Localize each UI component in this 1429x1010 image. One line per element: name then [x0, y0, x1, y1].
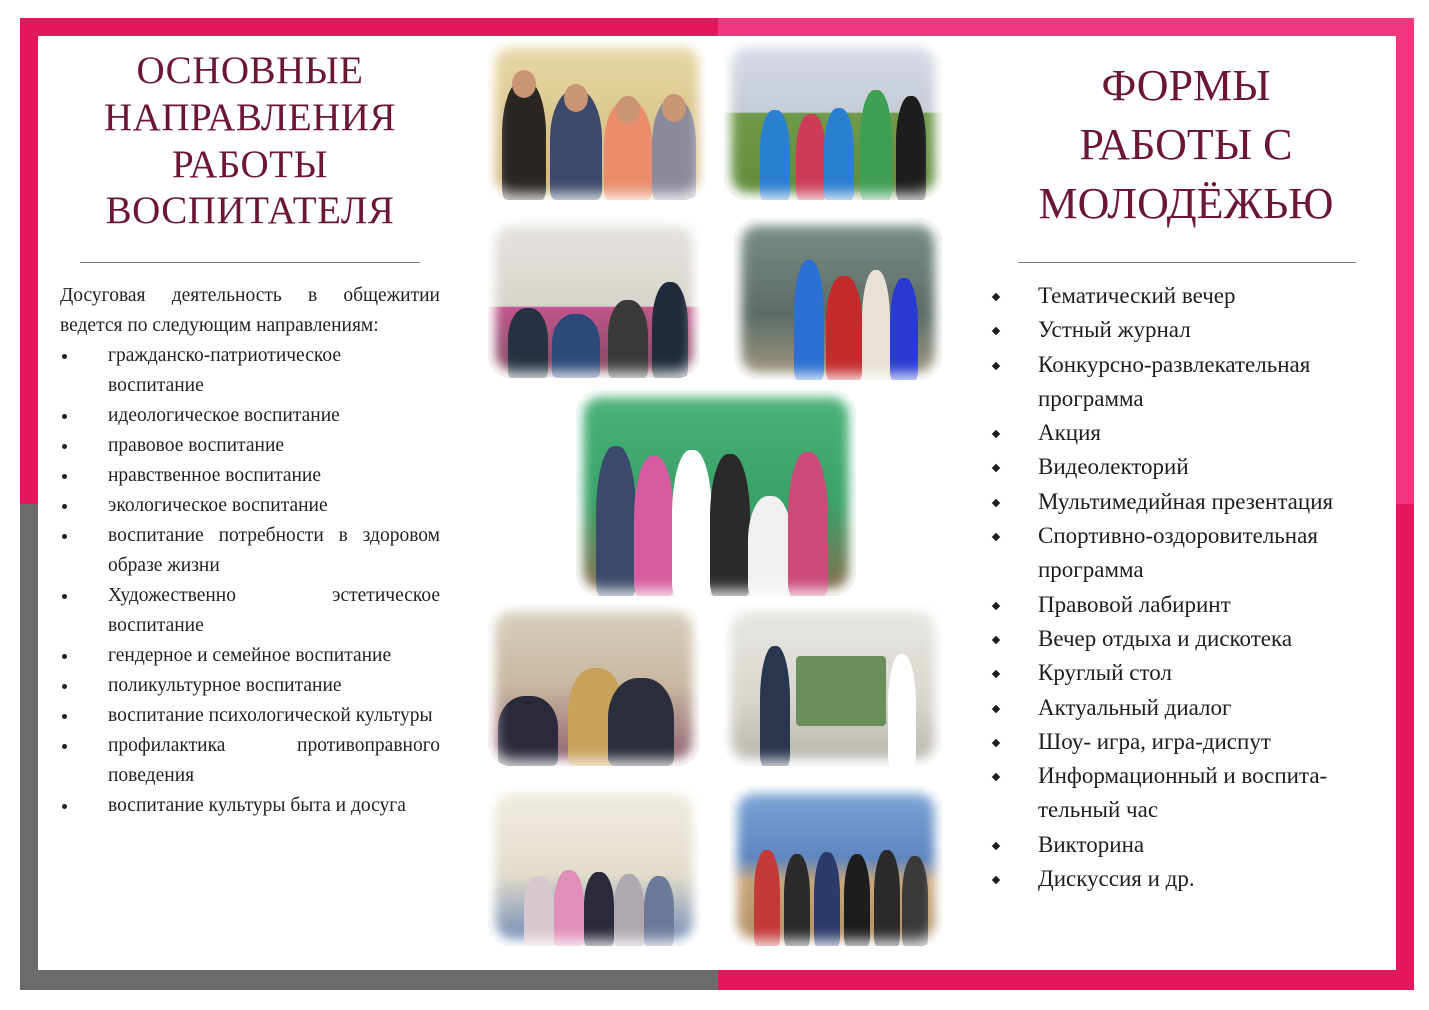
bullet-diamond-icon — [992, 704, 1000, 712]
left-intro: Досуговая деятельность в общежитии ведется по следующим направлениям: — [60, 285, 440, 337]
form-item — [990, 656, 1390, 690]
form-item-text: Тематический вечер — [1038, 283, 1236, 308]
bullet-dot-icon — [62, 444, 67, 449]
direction-item — [60, 791, 440, 821]
bullet-dot-icon — [62, 504, 67, 509]
bullet-dot-icon — [62, 534, 67, 539]
direction-item — [60, 581, 440, 641]
bullet-diamond-icon — [992, 499, 1000, 507]
frame-top-left — [20, 18, 718, 36]
photo-large-group — [576, 390, 856, 596]
frame-top-right — [718, 18, 1414, 36]
direction-item-text: поликультурное воспитание — [108, 675, 342, 697]
direction-item-text: идеологическое воспитание — [108, 405, 340, 427]
bullet-dot-icon — [62, 354, 67, 359]
bullet-diamond-icon — [992, 601, 1000, 609]
directions-list — [60, 341, 440, 821]
bullet-dot-icon — [62, 474, 67, 479]
left-title-line: ВОСПИТАТЕЛЯ — [105, 189, 395, 233]
form-item — [990, 313, 1390, 347]
bullet-dot-icon — [62, 654, 67, 659]
bullet-diamond-icon — [992, 361, 1000, 369]
direction-item — [60, 461, 440, 491]
left-title — [60, 48, 440, 235]
form-item-text: Мультимедийная презентация — [1038, 488, 1334, 514]
left-title-line: НАПРАВЛЕНИЯ — [103, 95, 396, 139]
form-item — [990, 828, 1390, 862]
form-item — [990, 519, 1390, 588]
form-item — [990, 691, 1390, 725]
direction-item — [60, 731, 440, 791]
direction-item — [60, 521, 440, 581]
form-item — [990, 348, 1390, 417]
direction-item-text: нравственное воспитание — [108, 465, 322, 487]
form-item-text: Вечер отдыха и дискотека — [1038, 625, 1293, 651]
bullet-dot-icon — [62, 594, 67, 599]
left-column — [60, 48, 440, 821]
direction-item — [60, 671, 440, 701]
bullet-dot-icon — [62, 684, 67, 689]
forms-list — [990, 279, 1390, 896]
bullet-diamond-icon — [992, 293, 1000, 301]
left-title-line: РАБОТЫ — [172, 142, 328, 186]
direction-item-text: правовое воспитание — [108, 435, 285, 457]
frame-right-bottom — [1396, 504, 1414, 990]
bullet-diamond-icon — [992, 876, 1000, 884]
frame-left-top — [20, 18, 38, 504]
photo-classroom-event — [488, 218, 700, 378]
bullet-diamond-icon — [992, 430, 1000, 438]
form-item-text: Шоу- игра, игра-диспут — [1038, 728, 1271, 754]
form-item-text: Устный журнал — [1038, 317, 1191, 343]
right-title-line: ФОРМЫ — [1101, 61, 1271, 110]
direction-item — [60, 431, 440, 461]
direction-item-text: воспитание психологической культуры — [108, 705, 433, 727]
direction-item — [60, 401, 440, 431]
photo-checkers-game — [488, 604, 700, 766]
right-title — [990, 56, 1382, 233]
form-item-text: Актуальный диалог — [1038, 694, 1232, 720]
bullet-diamond-icon — [992, 636, 1000, 644]
photo-outdoor-group — [724, 40, 942, 200]
bullet-diamond-icon — [992, 739, 1000, 747]
direction-item-text: экологическое воспитание — [108, 495, 328, 517]
direction-item — [60, 341, 440, 401]
right-title-line: РАБОТЫ С — [1079, 120, 1293, 169]
form-item — [990, 485, 1390, 519]
direction-item-text: гендерное и семейное воспитание — [108, 645, 392, 667]
frame-right-top — [1396, 18, 1414, 504]
form-item-text: Видеолекторий — [1038, 454, 1189, 480]
direction-item-text: профилактика противоправного поведения — [108, 735, 440, 787]
bullet-diamond-icon — [992, 842, 1000, 850]
form-item — [990, 622, 1390, 656]
frame-left-bottom — [20, 504, 38, 990]
form-item-text: Спортивно-оздоровительная программа — [1038, 523, 1318, 583]
right-column — [990, 56, 1390, 896]
form-item-text: Викторина — [1038, 831, 1145, 857]
form-item — [990, 759, 1390, 828]
left-divider — [80, 262, 420, 263]
form-item — [990, 416, 1390, 450]
bullet-dot-icon — [62, 744, 67, 749]
form-item-text: Круглый стол — [1038, 660, 1172, 686]
form-item-text: Акция — [1038, 420, 1101, 446]
form-item — [990, 725, 1390, 759]
photo-new-year-party — [734, 218, 942, 380]
bullet-dot-icon — [62, 804, 67, 809]
form-item-text: Конкурсно-развлекательная программа — [1038, 351, 1311, 411]
photo-gym-group — [730, 786, 942, 946]
bullet-diamond-icon — [992, 670, 1000, 678]
bullet-diamond-icon — [992, 533, 1000, 541]
form-item-text: Информационный и воспита-тельный час — [1038, 763, 1328, 823]
form-item — [990, 279, 1390, 313]
direction-item — [60, 491, 440, 521]
bullet-dot-icon — [62, 414, 67, 419]
direction-item-text: гражданско-патриотическое воспитание — [108, 345, 341, 397]
direction-item-text: воспитание потребности в здоровом образе жизни — [108, 525, 440, 577]
right-title-line: МОЛОДЁЖЬЮ — [1038, 179, 1334, 228]
photo-indoor-group — [488, 786, 700, 946]
left-title-line: ОСНОВНЫЕ — [136, 49, 364, 92]
direction-item-text: Художественно эстетическое воспитание — [108, 585, 440, 637]
frame-bottom-right — [718, 970, 1414, 990]
form-item-text: Правовой лабиринт — [1038, 591, 1231, 617]
form-item-text: Дискуссия и др. — [1038, 866, 1195, 892]
bullet-dot-icon — [62, 714, 67, 719]
direction-item — [60, 701, 440, 731]
bullet-diamond-icon — [992, 464, 1000, 472]
direction-item — [60, 641, 440, 671]
form-item — [990, 862, 1390, 896]
photo-presentation — [724, 604, 942, 766]
direction-item-text: воспитание культуры быта и досуга — [108, 795, 406, 817]
right-divider — [1018, 262, 1356, 263]
form-item — [990, 450, 1390, 484]
photo-group-girls — [488, 40, 706, 200]
form-item — [990, 588, 1390, 622]
frame-bottom-left — [20, 970, 718, 990]
bullet-diamond-icon — [992, 773, 1000, 781]
bullet-diamond-icon — [992, 327, 1000, 335]
